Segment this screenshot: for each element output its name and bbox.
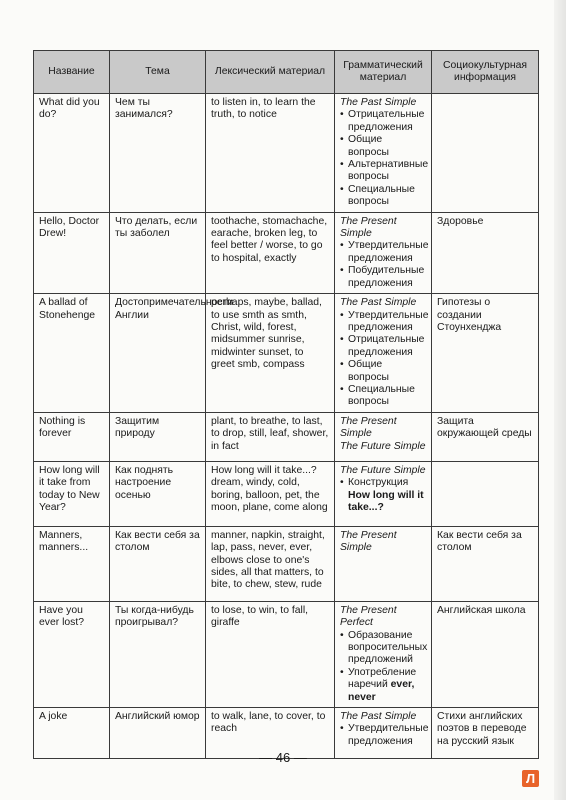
grammar-list bbox=[340, 723, 429, 748]
cell-lexis: manner, napkin, straight, lap, pass, never, ever, elbows close to one's sides, all that matters, to bite, to chew, stew, rude bbox=[206, 526, 335, 601]
grammar-item: • Альтернативные вопросы bbox=[340, 159, 426, 184]
cell-title: Have you ever lost? bbox=[34, 601, 110, 707]
cell-title: Manners, manners... bbox=[34, 526, 110, 601]
cell-culture bbox=[432, 461, 539, 526]
cell-title: How long will it take from today to New Year? bbox=[34, 461, 110, 526]
header-culture: Социокультурная информация bbox=[432, 51, 539, 94]
table-row bbox=[34, 412, 539, 461]
cell-title: Hello, Doctor Drew! bbox=[34, 212, 110, 293]
cell-culture: Защита окружающей среды bbox=[432, 412, 539, 461]
grammar-tense: The Present Simple bbox=[340, 529, 397, 554]
grammar-tense: The Past Simple bbox=[340, 97, 417, 108]
publisher-logo-icon: Л bbox=[522, 770, 539, 787]
grammar-item: • Общие вопросы bbox=[340, 134, 426, 159]
page-edge bbox=[554, 0, 566, 800]
cell-culture: Английская школа bbox=[432, 601, 539, 707]
header-lexis: Лексический материал bbox=[206, 51, 335, 94]
cell-title: A ballad of Stonehenge bbox=[34, 294, 110, 413]
grammar-tense: The Past Simple bbox=[340, 711, 417, 722]
grammar-item: • Отрицательные предложения bbox=[340, 334, 426, 359]
grammar-list bbox=[340, 477, 426, 514]
grammar-item bbox=[340, 667, 426, 704]
cell-lexis: to listen in, to learn the truth, to notice bbox=[206, 94, 335, 213]
grammar-item: • Утвердительные предложения bbox=[340, 310, 426, 335]
cell-grammar bbox=[335, 94, 432, 213]
table-row bbox=[34, 94, 539, 213]
grammar-tense: The Present Perfect bbox=[340, 604, 397, 629]
table-row bbox=[34, 212, 539, 293]
grammar-item: • Утвердительные предложения bbox=[340, 723, 426, 748]
table-row bbox=[34, 526, 539, 601]
grammar-tense: The Past Simple bbox=[340, 297, 417, 309]
grammar-item: • Специальные вопросы bbox=[340, 184, 426, 209]
cell-lexis: toothache, stomachache, earache, broken leg, to feel better / worse, to go to hospital, exactly bbox=[206, 212, 335, 293]
header-grammar: Грамматический материал bbox=[335, 51, 432, 94]
cell-culture: Здоровье bbox=[432, 212, 539, 293]
cell-grammar bbox=[335, 526, 432, 601]
cell-theme: Ты когда-нибудь проигрывал? bbox=[110, 601, 206, 707]
cell-theme: Чем ты занимался? bbox=[110, 94, 206, 213]
cell-grammar bbox=[335, 601, 432, 707]
table-row bbox=[34, 461, 539, 526]
cell-lexis: How long will it take...? dream, windy, cold, boring, balloon, pet, the moon, plane, come along bbox=[206, 461, 335, 526]
grammar-tense: The Present Simple bbox=[340, 215, 397, 240]
cell-grammar bbox=[335, 461, 432, 526]
grammar-tense: The Future Simple bbox=[340, 464, 426, 476]
grammar-item: • Утвердительные предложения bbox=[340, 240, 426, 265]
grammar-item: • Отрицательные предложения bbox=[340, 109, 426, 134]
cell-lexis: to walk, lane, to cover, to reach bbox=[206, 708, 335, 759]
page-number: — 46 — bbox=[259, 750, 307, 765]
cell-culture: Стихи английских поэтов в переводе на русский язык bbox=[432, 708, 539, 759]
grammar-list bbox=[340, 630, 426, 704]
grammar-list bbox=[340, 309, 429, 409]
table-row bbox=[34, 601, 539, 707]
cell-theme: Как поднять настроение осенью bbox=[110, 461, 206, 526]
grammar-bold-text: How long will it take...? bbox=[348, 489, 424, 513]
grammar-item: • Специальные вопросы bbox=[340, 384, 426, 409]
grammar-item: • Образование вопросительных предложений bbox=[340, 630, 426, 667]
header-title: Название bbox=[34, 51, 110, 94]
cell-grammar bbox=[335, 412, 432, 461]
grammar-list bbox=[340, 240, 429, 290]
grammar-item bbox=[340, 477, 426, 514]
cell-theme: Достопримечательности Англии bbox=[110, 294, 206, 413]
grammar-item-text: Конструкция bbox=[348, 477, 409, 489]
cell-culture: Гипотезы о создании Стоунхенджа bbox=[432, 294, 539, 413]
grammar-bold-text: ever, never bbox=[348, 679, 415, 703]
grammar-list bbox=[340, 109, 429, 208]
curriculum-table bbox=[33, 50, 539, 759]
cell-lexis: perhaps, maybe, ballad, to use smth as smth, Christ, wild, forest, midsummer sunrise, midwinter sunset, to greet smb, compass bbox=[206, 294, 335, 413]
grammar-item-text: Употребление наречий bbox=[348, 666, 417, 691]
header-theme: Тема bbox=[110, 51, 206, 94]
table-header-row bbox=[34, 51, 539, 94]
cell-culture bbox=[432, 94, 539, 213]
cell-lexis: plant, to breathe, to last, to drop, still, leaf, shower, in fact bbox=[206, 412, 335, 461]
grammar-item: • Побудительные предложения bbox=[340, 265, 426, 290]
cell-theme: Английский юмор bbox=[110, 708, 206, 759]
cell-grammar bbox=[335, 212, 432, 293]
grammar-tense: The Present Simple bbox=[340, 415, 397, 440]
cell-lexis: to lose, to win, to fall, giraffe bbox=[206, 601, 335, 707]
grammar-tense-2: The Future Simple bbox=[340, 440, 426, 452]
cell-grammar bbox=[335, 294, 432, 413]
grammar-item: • Общие вопросы bbox=[340, 359, 426, 384]
cell-theme: Как вести себя за столом bbox=[110, 526, 206, 601]
cell-title: Nothing is forever bbox=[34, 412, 110, 461]
cell-title: A joke bbox=[34, 708, 110, 759]
cell-theme: Защитим природу bbox=[110, 412, 206, 461]
cell-theme: Что делать, если ты заболел bbox=[110, 212, 206, 293]
cell-title: What did you do? bbox=[34, 94, 110, 213]
table-row bbox=[34, 294, 539, 413]
cell-culture: Как вести себя за столом bbox=[432, 526, 539, 601]
